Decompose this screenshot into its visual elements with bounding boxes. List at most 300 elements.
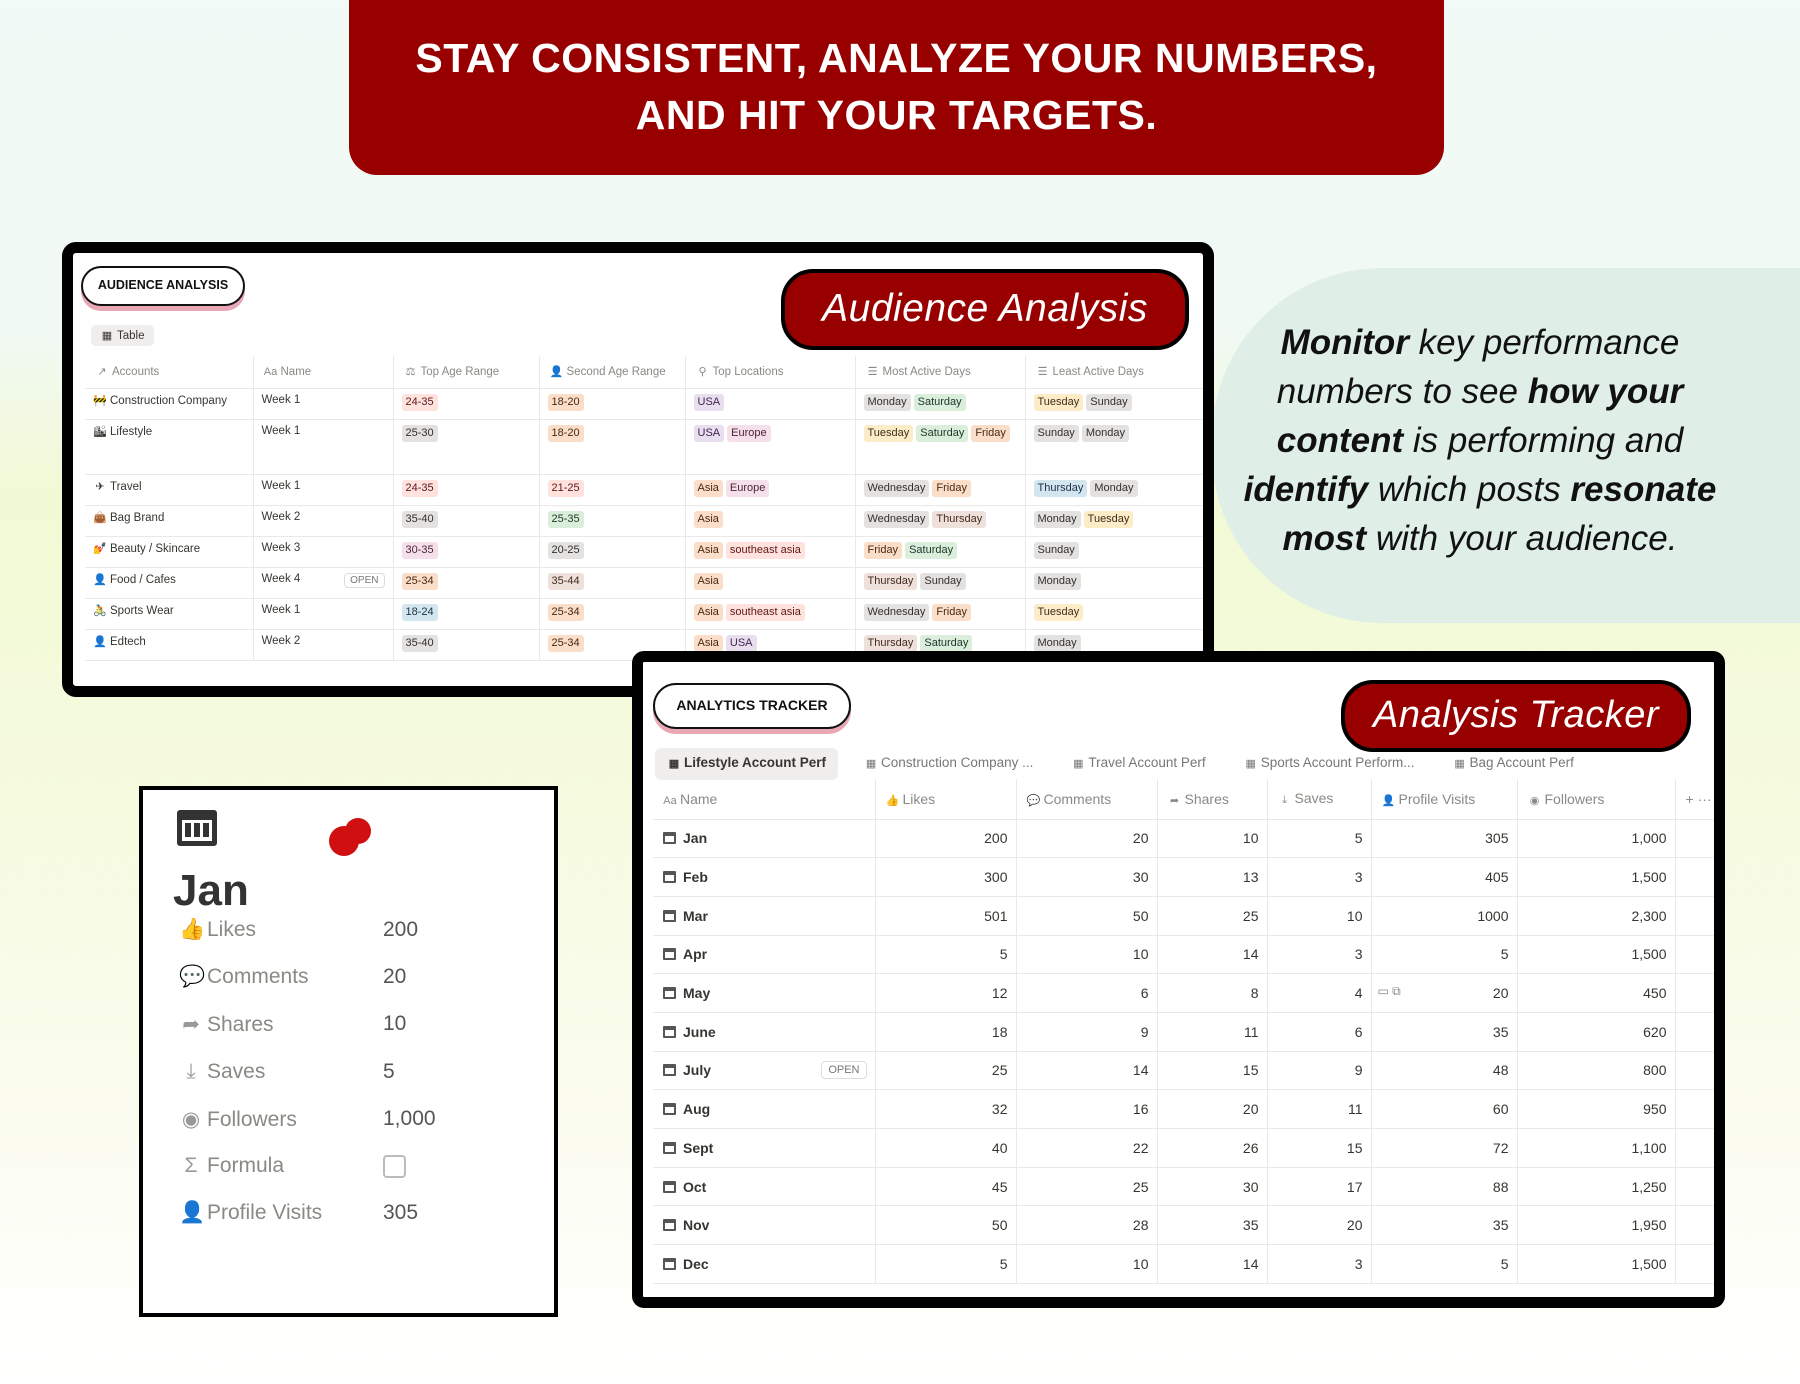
locations-cell[interactable] [685,505,855,536]
tag[interactable]: Tuesday [1034,604,1084,621]
column-header-name[interactable]: Aa Name [653,779,875,819]
person-icon: 👤 [549,366,564,379]
value-cell-likes[interactable]: 300 [875,858,1016,897]
most-active-cell[interactable] [855,388,1025,419]
empty-cell [1675,1129,1723,1168]
age-icon: ⚖ [405,366,416,379]
share-icon: ➦ [1169,794,1180,807]
table-row[interactable] [85,419,1205,474]
calendar-icon [663,1219,676,1231]
locations-cell[interactable] [685,536,855,567]
tag[interactable]: Monday [1082,425,1129,442]
value-cell-shares[interactable]: 30 [1157,1167,1267,1206]
value-cell-shares[interactable]: 15 [1157,1051,1267,1090]
value-cell-saves[interactable]: 5 [1267,819,1371,858]
top-age-cell[interactable]: 35-40 [393,629,539,660]
empty-cell [1675,1051,1723,1090]
followers-icon: ◉ [181,1107,201,1131]
comment-icon: 💬 [1026,794,1041,807]
account-icon: 👤 [93,573,107,586]
value-cell-profile-visits[interactable]: 405 [1371,858,1517,897]
card-title: Jan [173,866,249,915]
least-active-cell[interactable] [1025,474,1205,505]
value-cell-followers[interactable]: 1,500 [1517,1245,1675,1284]
locations-cell[interactable] [685,567,855,598]
value-cell-comments[interactable]: 6 [1016,974,1157,1013]
table-icon: ▦ [668,758,680,770]
table-row[interactable] [653,1245,1723,1284]
empty-cell [1675,1245,1723,1284]
value-cell-comments[interactable]: 22 [1016,1129,1157,1168]
property-value[interactable]: 200 [383,918,419,941]
analysis-tracker-badge: Analysis Tracker [1341,680,1691,752]
calendar-icon [663,1026,676,1038]
audience-analysis-window [62,242,1214,697]
comment-icon: 💬 [179,965,206,989]
tag[interactable]: Asia [694,635,723,652]
open-row-button[interactable]: OPEN [821,1061,866,1079]
top-age-cell[interactable]: 25-30 [393,419,539,474]
name-cell[interactable]: Week 2 [253,629,393,660]
empty-cell [1675,935,1723,974]
value-cell-saves[interactable]: 11 [1267,1090,1371,1129]
column-header-likes[interactable]: 👍 Likes [875,779,1016,819]
column-header-second-age-range[interactable]: 👤 Second Age Range [539,356,685,388]
table-icon: ▦ [1454,758,1465,770]
tag[interactable]: Wednesday [864,480,930,497]
value-cell-shares[interactable]: 20 [1157,1090,1267,1129]
table-row[interactable] [653,1167,1723,1206]
column-header-top-age-range[interactable]: ⚖ Top Age Range [393,356,539,388]
tag[interactable]: Asia [694,542,723,559]
property-followers [179,1107,539,1137]
table-row[interactable] [653,1012,1723,1051]
value-cell-comments[interactable]: 14 [1016,1051,1157,1090]
most-active-cell[interactable] [855,598,1025,629]
value-cell-profile-visits[interactable]: 35 [1371,1012,1517,1051]
table-row[interactable] [653,858,1723,897]
account-icon: ✈ [95,480,105,493]
month-name-cell[interactable]: Sept [653,1129,875,1168]
list-icon: ☰ [1037,366,1048,379]
value-cell-profile-visits[interactable]: 60 [1371,1090,1517,1129]
table-row[interactable] [653,1129,1723,1168]
month-name-cell[interactable]: June [653,1012,875,1051]
analytics-table [653,779,1723,1284]
table-row[interactable] [85,505,1205,536]
tag[interactable]: Wednesday [864,511,930,528]
table-icon: ▦ [101,330,113,342]
top-age-cell[interactable]: 24-35 [393,388,539,419]
account-cell[interactable]: 🏙 Lifestyle [85,419,253,474]
value-cell-profile-visits[interactable]: 72 [1371,1129,1517,1168]
value-cell-followers[interactable]: 1,250 [1517,1167,1675,1206]
table-row[interactable] [653,1051,1723,1090]
least-active-cell[interactable] [1025,598,1205,629]
property-likes [179,918,539,948]
view-tab-table[interactable]: ▦ Table [91,325,154,346]
tag[interactable]: Asia [694,573,723,590]
value-cell-profile-visits[interactable]: ▭ ⧉ 20 [1371,974,1517,1013]
value-cell-followers[interactable]: 1,000 [1517,819,1675,858]
tag[interactable]: Thursday [932,511,986,528]
tag[interactable]: Thursday [864,635,918,652]
thumbs-up-icon: 👍 [885,794,900,807]
empty-cell [1675,896,1723,935]
column-header-top-locations[interactable]: ⚲ Top Locations [685,356,855,388]
value-cell-comments[interactable]: 20 [1016,819,1157,858]
column-header-name[interactable]: Aa Name [253,356,393,388]
person-icon: 👤 [1381,794,1396,807]
tag[interactable]: Monday [1034,573,1081,590]
tag[interactable]: Sunday [1034,425,1079,442]
hero-banner [349,0,1444,175]
calendar-icon [663,832,676,844]
second-age-cell[interactable]: 20-25 [539,536,685,567]
month-name-cell[interactable]: Apr [653,935,875,974]
top-age-cell[interactable]: 35-40 [393,505,539,536]
value-cell-followers[interactable]: 950 [1517,1090,1675,1129]
account-icon: 🚧 [93,394,107,407]
locations-cell[interactable] [685,388,855,419]
list-icon: ☰ [867,366,878,379]
month-name-cell[interactable]: Oct [653,1167,875,1206]
property-label: Profile Visits [207,1201,323,1225]
second-age-cell[interactable]: 25-34 [539,598,685,629]
top-age-cell[interactable]: 24-35 [393,474,539,505]
property-value[interactable]: 5 [383,1059,395,1083]
empty-cell [1675,1090,1723,1129]
comment-copy-icons[interactable]: ▭ ⧉ [1377,984,1401,999]
pushpin-icon [329,826,359,856]
calendar-icon [663,871,676,883]
column-header-least-active-days[interactable]: ☰ Least Active Days [1025,356,1205,388]
most-active-cell[interactable] [855,536,1025,567]
calendar-icon [663,948,676,960]
add-column-button[interactable]: + ··· [1675,779,1723,819]
table-row[interactable] [85,567,1205,598]
account-cell[interactable]: 👤 Food / Cafes [85,567,253,598]
value-cell-profile-visits[interactable]: 305 [1371,819,1517,858]
property-label: Shares [207,1013,274,1037]
least-active-cell[interactable] [1025,505,1205,536]
value-cell-followers[interactable]: 1,950 [1517,1206,1675,1245]
property-saves [179,1060,539,1090]
calendar-icon [663,1258,676,1270]
tag[interactable]: Monday [864,394,911,411]
account-cell[interactable]: 🚧 Construction Company [85,388,253,419]
tab-travel-account-perf[interactable]: ▦ Travel Account Perf [1073,755,1206,770]
value-cell-comments[interactable]: 50 [1016,896,1157,935]
tag[interactable]: Tuesday [1084,511,1134,528]
column-header-followers[interactable]: ◉ Followers [1517,779,1675,819]
property-label: Comments [207,965,309,989]
calendar-icon [663,1103,676,1115]
download-icon: ⤓ [1282,794,1287,807]
least-active-cell[interactable] [1025,388,1205,419]
value-cell-comments[interactable]: 10 [1016,935,1157,974]
locations-cell[interactable] [685,419,855,474]
value-cell-followers[interactable]: 620 [1517,1012,1675,1051]
value-cell-likes[interactable]: 200 [875,819,1016,858]
value-cell-followers[interactable]: 1,100 [1517,1129,1675,1168]
tag[interactable]: USA [694,394,725,411]
value-cell-shares[interactable]: 14 [1157,935,1267,974]
value-cell-profile-visits[interactable]: 48 [1371,1051,1517,1090]
value-cell-profile-visits[interactable]: 1000 [1371,896,1517,935]
table-row[interactable] [85,536,1205,567]
value-cell-followers[interactable]: 800 [1517,1051,1675,1090]
calendar-icon [663,910,676,922]
location-icon: ⚲ [698,366,707,379]
table-row[interactable] [653,1090,1723,1129]
download-icon: ⤓ [186,1059,196,1083]
top-age-cell[interactable]: 25-34 [393,567,539,598]
tag[interactable]: Saturday [916,425,968,442]
name-cell[interactable]: Week 1 [253,474,393,505]
tab-sports-account-perform[interactable]: ▦ Sports Account Perform... [1245,755,1415,770]
followers-icon: ◉ [1529,794,1540,807]
month-name-cell[interactable]: Feb [653,858,875,897]
second-age-cell[interactable]: 25-35 [539,505,685,536]
audience-analysis-badge: Audience Analysis [781,269,1189,350]
column-header-profile-visits[interactable]: 👤 Profile Visits [1371,779,1517,819]
most-active-cell[interactable] [855,505,1025,536]
column-header-accounts[interactable]: ↗ Accounts [85,356,253,388]
tag[interactable]: Sunday [1034,542,1079,559]
tag[interactable]: Sunday [920,573,965,590]
hero-line-2: AND HIT YOUR TARGETS. [635,92,1158,138]
tag[interactable]: Friday [932,480,971,497]
tab-lifestyle-account-perf[interactable]: ▦ Lifestyle Account Perf [655,748,838,780]
tag[interactable]: Monday [1034,511,1081,528]
value-cell-saves[interactable]: 6 [1267,1012,1371,1051]
value-cell-comments[interactable]: 25 [1016,1167,1157,1206]
tag[interactable]: Saturday [920,635,972,652]
value-cell-likes[interactable]: 32 [875,1090,1016,1129]
more-options-icon[interactable]: ··· [1697,790,1712,807]
tag[interactable]: USA [726,635,757,652]
value-cell-saves[interactable]: 4 [1267,974,1371,1013]
tag[interactable]: Monday [1034,635,1081,652]
value-cell-likes[interactable]: 501 [875,896,1016,935]
tag[interactable]: Friday [971,425,1010,442]
tag[interactable]: Thursday [1034,480,1088,497]
value-cell-shares[interactable]: 14 [1157,1245,1267,1284]
month-detail-card [139,786,558,1317]
value-cell-saves[interactable]: 9 [1267,1051,1371,1090]
tag[interactable]: Wednesday [864,604,930,621]
account-icon: 👤 [93,635,107,648]
value-cell-followers[interactable]: 1,500 [1517,858,1675,897]
value-cell-comments[interactable]: 9 [1016,1012,1157,1051]
value-cell-followers[interactable]: 2,300 [1517,896,1675,935]
table-row[interactable] [653,896,1723,935]
table-icon: ▦ [865,758,877,770]
month-name-cell[interactable]: Aug [653,1090,875,1129]
property-label: Formula [207,1154,285,1177]
value-cell-followers[interactable]: 450 [1517,974,1675,1013]
second-age-cell[interactable]: 25-34 [539,629,685,660]
property-label: Likes [207,918,257,941]
least-active-cell[interactable] [1025,567,1205,598]
table-row[interactable] [85,598,1205,629]
most-active-cell[interactable] [855,474,1025,505]
name-cell[interactable]: Week 1 [253,388,393,419]
second-age-cell[interactable]: 21-25 [539,474,685,505]
tag[interactable]: Friday [932,604,971,621]
account-cell[interactable]: 💅 Beauty / Skincare [85,536,253,567]
value-cell-profile-visits[interactable]: 88 [1371,1167,1517,1206]
hero-line-1: STAY CONSISTENT, ANALYZE YOUR NUMBERS, [415,35,1378,81]
second-age-cell[interactable]: 18-20 [539,419,685,474]
most-active-cell[interactable] [855,567,1025,598]
table-row[interactable] [653,1206,1723,1245]
tag[interactable]: Sunday [1086,394,1131,411]
value-cell-profile-visits[interactable]: 5 [1371,935,1517,974]
month-name-cell[interactable]: Dec [653,1245,875,1284]
column-header-comments[interactable]: 💬 Comments [1016,779,1157,819]
value-cell-likes[interactable]: 5 [875,1245,1016,1284]
tag[interactable]: Tuesday [1034,394,1084,411]
month-name-cell[interactable]: Nov [653,1206,875,1245]
audience-table [85,356,1205,661]
relation-icon: ↗ [97,366,107,379]
account-cell[interactable]: 👤 Edtech [85,629,253,660]
second-age-cell[interactable]: 18-20 [539,388,685,419]
name-cell[interactable]: Week 1 [253,598,393,629]
least-active-cell[interactable] [1025,419,1205,474]
value-cell-comments[interactable]: 28 [1016,1206,1157,1245]
value-cell-saves[interactable]: 3 [1267,858,1371,897]
value-cell-shares[interactable]: 35 [1157,1206,1267,1245]
value-cell-comments[interactable]: 10 [1016,1245,1157,1284]
person-icon: 👤 [179,1201,206,1225]
table-row[interactable] [85,474,1205,505]
table-icon: ▦ [1245,758,1256,770]
tab-construction-company[interactable]: ▦ Construction Company ... [865,755,1034,770]
column-header-shares[interactable]: ➦ Shares [1157,779,1267,819]
month-name-cell[interactable]: Mar [653,896,875,935]
text-icon: Aa [663,794,677,807]
most-active-cell[interactable] [855,419,1025,474]
name-cell[interactable]: Week 1 [253,419,393,474]
calendar-icon [663,1181,676,1193]
tag[interactable]: Asia [694,480,723,497]
column-header-saves[interactable]: ⤓ Saves [1267,779,1371,819]
account-icon: 🚴 [93,604,107,617]
value-cell-saves[interactable]: 20 [1267,1206,1371,1245]
formula-checkbox[interactable] [383,1155,406,1178]
value-cell-likes[interactable]: 18 [875,1012,1016,1051]
property-value[interactable]: 10 [383,1012,407,1036]
tab-bag-account-perf[interactable]: ▦ Bag Account Perf [1454,755,1574,770]
description-text: Monitor key performance numbers to see how your content is performing and identify which posts resonate most with your audience. [1243,323,1717,558]
account-cell[interactable]: 👜 Bag Brand [85,505,253,536]
column-header-most-active-days[interactable]: ☰ Most Active Days [855,356,1025,388]
analytics-tracker-window [632,651,1725,1308]
month-name-cell[interactable]: May [653,974,875,1013]
value-cell-shares[interactable]: 26 [1157,1129,1267,1168]
value-cell-saves[interactable]: 17 [1267,1167,1371,1206]
value-cell-comments[interactable]: 30 [1016,858,1157,897]
value-cell-saves[interactable]: 15 [1267,1129,1371,1168]
table-row[interactable] [653,819,1723,858]
value-cell-profile-visits[interactable]: 5 [1371,1245,1517,1284]
name-cell[interactable]: Week 3 [253,536,393,567]
tag[interactable]: Europe [727,425,770,442]
month-name-cell[interactable]: July OPEN [653,1051,875,1090]
value-cell-shares[interactable]: 11 [1157,1012,1267,1051]
table-row[interactable] [653,935,1723,974]
tag[interactable]: Friday [864,542,903,559]
share-icon: ➦ [182,1013,200,1037]
table-row[interactable] [653,974,1723,1013]
value-cell-likes[interactable]: 25 [875,1051,1016,1090]
account-cell[interactable]: 🚴 Sports Wear [85,598,253,629]
open-row-button[interactable]: OPEN [344,573,384,588]
value-cell-comments[interactable]: 16 [1016,1090,1157,1129]
name-cell[interactable]: Week 2 [253,505,393,536]
account-icon: 🏙 [93,425,107,438]
tag[interactable]: southeast asia [726,604,805,621]
month-name-cell[interactable]: Jan [653,819,875,858]
value-cell-saves[interactable]: 3 [1267,935,1371,974]
tag[interactable]: Asia [694,511,723,528]
tag[interactable]: Saturday [914,394,966,411]
tag[interactable]: southeast asia [726,542,805,559]
top-age-cell[interactable]: 30-35 [393,536,539,567]
value-cell-saves[interactable]: 10 [1267,896,1371,935]
table-row[interactable] [85,388,1205,419]
value-cell-shares[interactable]: 25 [1157,896,1267,935]
name-cell[interactable]: Week 4 OPEN [253,567,393,598]
empty-cell [1675,858,1723,897]
account-icon: 👜 [93,511,107,524]
account-cell[interactable]: ✈ Travel [85,474,253,505]
tag[interactable]: Europe [726,480,769,497]
value-cell-shares[interactable]: 13 [1157,858,1267,897]
locations-cell[interactable] [685,598,855,629]
locations-cell[interactable] [685,474,855,505]
tag[interactable]: Thursday [864,573,918,590]
property-value[interactable]: 20 [383,965,407,989]
tag[interactable]: Saturday [905,542,957,559]
property-value[interactable]: 1,000 [383,1106,436,1130]
tag[interactable]: Tuesday [864,425,914,442]
calendar-icon [177,810,217,846]
value-cell-likes[interactable]: 12 [875,974,1016,1013]
value-cell-profile-visits[interactable]: 35 [1371,1206,1517,1245]
value-cell-saves[interactable]: 3 [1267,1245,1371,1284]
value-cell-likes[interactable]: 50 [875,1206,1016,1245]
tag[interactable]: Monday [1090,480,1137,497]
tag[interactable]: USA [694,425,725,442]
value-cell-shares[interactable]: 8 [1157,974,1267,1013]
value-cell-followers[interactable]: 1,500 [1517,935,1675,974]
tag[interactable]: Asia [694,604,723,621]
second-age-cell[interactable]: 35-44 [539,567,685,598]
property-shares [179,1012,539,1042]
empty-cell [1675,1167,1723,1206]
least-active-cell[interactable] [1025,536,1205,567]
value-cell-likes[interactable]: 45 [875,1167,1016,1206]
value-cell-shares[interactable]: 10 [1157,819,1267,858]
top-age-cell[interactable]: 18-24 [393,598,539,629]
property-value[interactable]: 305 [383,1201,419,1225]
value-cell-likes[interactable]: 5 [875,935,1016,974]
value-cell-likes[interactable]: 40 [875,1129,1016,1168]
